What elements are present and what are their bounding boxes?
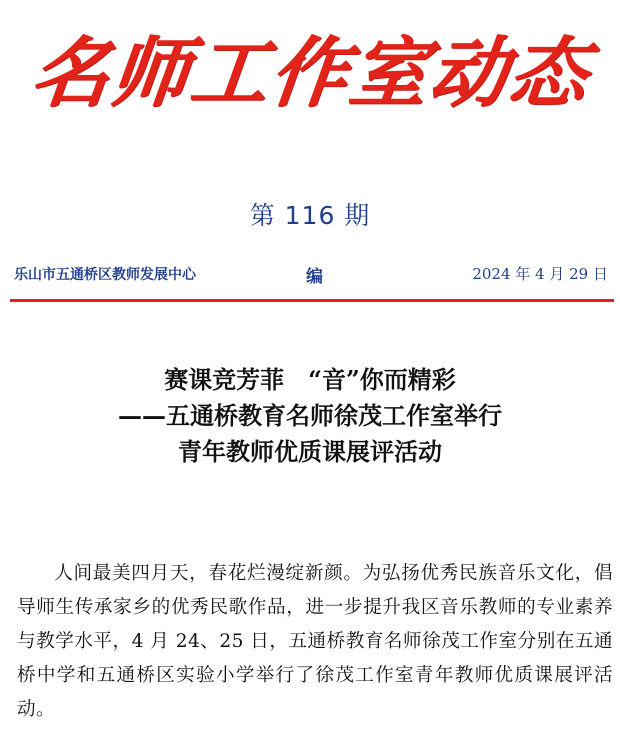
headline-line-3: 青年教师优质课展评活动 (178, 437, 442, 466)
masthead-title: 名师工作室动态 (26, 28, 594, 117)
issue-number: 第 116 期 (249, 201, 371, 230)
publication-meta-row (14, 262, 608, 286)
header-divider (10, 299, 614, 302)
article-body-paragraph: 人间最美四月天，春花烂漫绽新颜。为弘扬优秀民族音乐文化，倡导师生传承家乡的优秀民歌作品，进一步提升我区音乐教师的专业素养与教学水平，4 月 24、25 日，五通桥教育名师徐茂工作室分别在五通桥中学和五通桥区实验小学举行了徐茂工作室青年教师优质课展评活动。 (17, 563, 613, 720)
headline-line-1: 赛课竞芳菲 “音”你而精彩 (164, 365, 456, 394)
headline-line-2: ——五通桥教育名师徐茂工作室举行 (118, 401, 502, 430)
masthead (0, 18, 620, 138)
publisher-organization: 乐山市五通桥区教师发展中心 (14, 267, 196, 283)
publication-date: 2024 年 4 月 29 日 (472, 265, 608, 283)
editor-label: 编 (306, 267, 323, 287)
article-headline (0, 362, 620, 470)
